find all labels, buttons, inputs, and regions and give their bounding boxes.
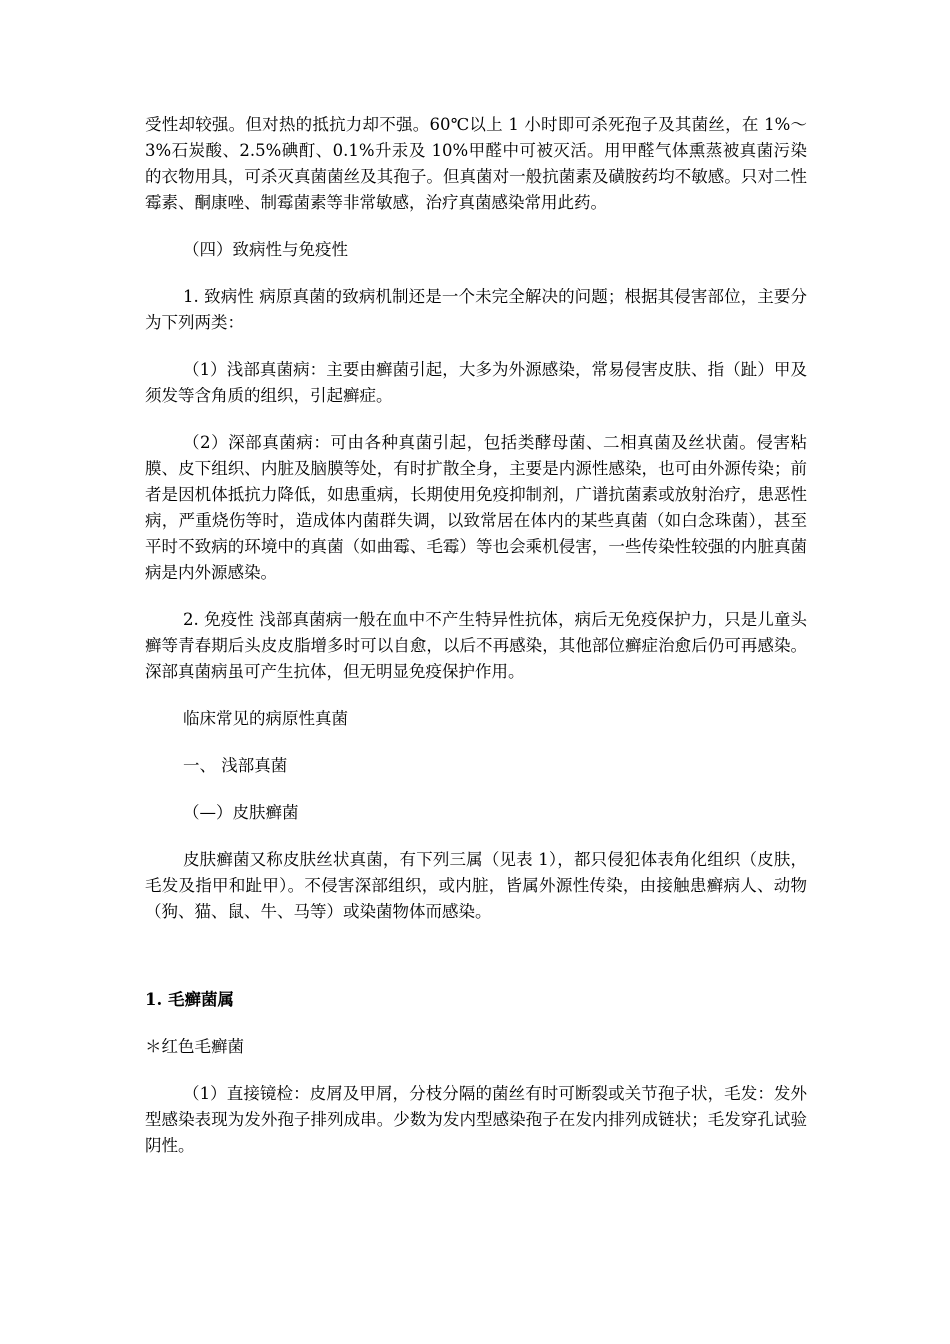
subheading-trichophyton-rubrum: ＊红色毛癣菌	[145, 1037, 244, 1056]
paragraph-immunity: 2. 免疫性 浅部真菌病一般在血中不产生特异性抗体，病后无免疫保护力，只是儿童头癣等青春期后头皮皮脂增多时可以自愈，以后不再感染，其他部位癣症治愈后仍可再感染。深部真菌病虽可产生抗体，但无明显免疫保护作用。	[145, 610, 807, 681]
section-heading-trichophyton: 1. 毛癣菌属	[145, 990, 234, 1009]
paragraph-pathogenicity: 1. 致病性 病原真菌的致病机制还是一个未完全解决的问题；根据其侵害部位，主要分为下列两类：	[145, 287, 807, 332]
paragraph-direct-microscopy: （1）直接镜检：皮屑及甲屑，分枝分隔的菌丝有时可断裂或关节孢子状，毛发：发外型感染表现为发外孢子排列成串。少数为发内型感染孢子在发内排列成链状；毛发穿孔试验阴性。	[145, 1084, 807, 1155]
paragraph-dermatophytes-description: 皮肤癣菌又称皮肤丝状真菌，有下列三属（见表 1），都只侵犯体表角化组织（皮肤，毛发及指甲和趾甲）。不侵害深部组织，或内脏，皆属外源性传染，由接触患癣病人、动物（狗、猫、鼠、牛、马等）或染菌物体而感染。	[145, 850, 807, 921]
paragraph-deep-mycosis: （2）深部真菌病：可由各种真菌引起，包括类酵母菌、二相真菌及丝状菌。侵害粘膜、皮下组织、内脏及脑膜等处，有时扩散全身，主要是内源性感染，也可由外源传染；前者是因机体抵抗力降低，如患重病，长期使用免疫抑制剂，广谱抗菌素或放射治疗，患恶性病，严重烧伤等时，造成体内菌群失调，以致常居在体内的某些真菌（如白念珠菌），甚至平时不致病的环境中的真菌（如曲霉、毛霉）等也会乘机侵害，一些传染性较强的内脏真菌病是内外源感染。	[145, 433, 807, 582]
section-heading-superficial-fungi: 一、 浅部真菌	[183, 756, 288, 775]
document-body	[145, 112, 807, 1180]
paragraph-superficial-mycosis: （1）浅部真菌病：主要由癣菌引起，大多为外源感染，常易侵害皮肤、指（趾）甲及须发等含角质的组织，引起癣症。	[145, 360, 807, 405]
section-heading-common-pathogenic-fungi: 临床常见的病原性真菌	[183, 709, 348, 728]
section-heading-dermatophytes: （—）皮肤癣菌	[183, 803, 299, 822]
section-heading-pathogenicity-immunity: （四）致病性与免疫性	[183, 240, 348, 259]
paragraph-heat-resistance: 受性却较强。但对热的抵抗力却不强。60℃以上 1 小时即可杀死孢子及其菌丝，在 1%～3%石炭酸、2.5%碘酊、0.1%升汞及 10%甲醛中可被灭活。用甲醛气体熏蒸被真菌污染的衣物用具，可杀灭真菌菌丝及其孢子。但真菌对一般抗菌素及磺胺药均不敏感。只对二性霉素、酮康唑、制霉菌素等非常敏感，治疗真菌感染常用此药。	[145, 115, 807, 212]
